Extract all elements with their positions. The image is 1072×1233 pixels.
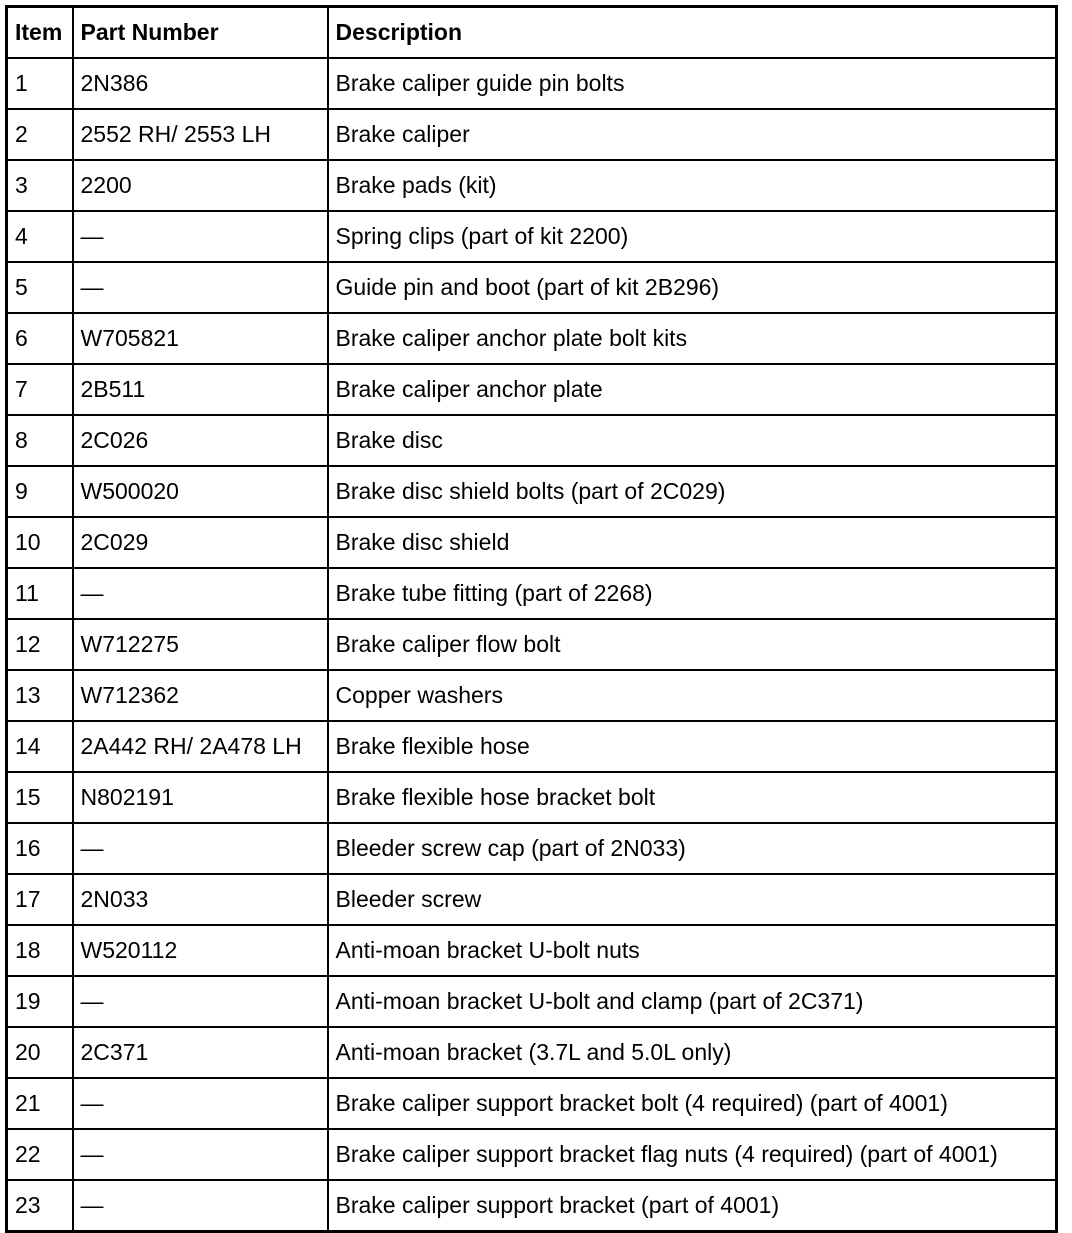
cell-item: 10 xyxy=(7,517,73,568)
cell-part-number: — xyxy=(73,211,328,262)
cell-item: 7 xyxy=(7,364,73,415)
cell-part-number: 2N386 xyxy=(73,58,328,109)
cell-item: 6 xyxy=(7,313,73,364)
table-header-row xyxy=(7,7,1057,59)
cell-part-number: W520112 xyxy=(73,925,328,976)
cell-item: 13 xyxy=(7,670,73,721)
cell-part-number: — xyxy=(73,1129,328,1180)
cell-description: Copper washers xyxy=(328,670,1057,721)
table-row xyxy=(7,160,1057,211)
table-row xyxy=(7,58,1057,109)
cell-description: Brake disc shield bolts (part of 2C029) xyxy=(328,466,1057,517)
table-row xyxy=(7,772,1057,823)
cell-part-number: — xyxy=(73,568,328,619)
cell-description: Brake caliper xyxy=(328,109,1057,160)
cell-description: Bleeder screw cap (part of 2N033) xyxy=(328,823,1057,874)
cell-description: Anti-moan bracket U-bolt nuts xyxy=(328,925,1057,976)
table-row xyxy=(7,1129,1057,1180)
cell-item: 22 xyxy=(7,1129,73,1180)
table-body xyxy=(7,58,1057,1232)
cell-description: Brake caliper support bracket bolt (4 required) (part of 4001) xyxy=(328,1078,1057,1129)
table-row xyxy=(7,976,1057,1027)
cell-item: 11 xyxy=(7,568,73,619)
cell-part-number: W712362 xyxy=(73,670,328,721)
cell-item: 5 xyxy=(7,262,73,313)
cell-item: 21 xyxy=(7,1078,73,1129)
cell-part-number: 2A442 RH/ 2A478 LH xyxy=(73,721,328,772)
cell-item: 2 xyxy=(7,109,73,160)
cell-part-number: 2552 RH/ 2553 LH xyxy=(73,109,328,160)
table-row xyxy=(7,619,1057,670)
cell-description: Brake tube fitting (part of 2268) xyxy=(328,568,1057,619)
cell-part-number: 2B511 xyxy=(73,364,328,415)
cell-description: Brake caliper anchor plate bolt kits xyxy=(328,313,1057,364)
cell-description: Brake flexible hose bracket bolt xyxy=(328,772,1057,823)
table-row xyxy=(7,466,1057,517)
cell-part-number: 2N033 xyxy=(73,874,328,925)
parts-table xyxy=(5,5,1058,1233)
cell-part-number: 2C029 xyxy=(73,517,328,568)
table-row xyxy=(7,721,1057,772)
cell-description: Anti-moan bracket (3.7L and 5.0L only) xyxy=(328,1027,1057,1078)
table-row xyxy=(7,415,1057,466)
header-description: Description xyxy=(328,7,1057,59)
table-row xyxy=(7,211,1057,262)
cell-description: Brake pads (kit) xyxy=(328,160,1057,211)
cell-description: Brake caliper support bracket (part of 4001) xyxy=(328,1180,1057,1232)
table-row xyxy=(7,364,1057,415)
table-row xyxy=(7,568,1057,619)
table-row xyxy=(7,1027,1057,1078)
cell-item: 3 xyxy=(7,160,73,211)
table-row xyxy=(7,313,1057,364)
cell-item: 1 xyxy=(7,58,73,109)
cell-item: 23 xyxy=(7,1180,73,1232)
cell-part-number: — xyxy=(73,1180,328,1232)
table-row xyxy=(7,670,1057,721)
cell-part-number: — xyxy=(73,976,328,1027)
cell-description: Anti-moan bracket U-bolt and clamp (part of 2C371) xyxy=(328,976,1057,1027)
cell-item: 4 xyxy=(7,211,73,262)
cell-part-number: — xyxy=(73,823,328,874)
table-row xyxy=(7,874,1057,925)
cell-item: 9 xyxy=(7,466,73,517)
cell-part-number: 2C371 xyxy=(73,1027,328,1078)
table-row xyxy=(7,823,1057,874)
table-row xyxy=(7,262,1057,313)
cell-item: 12 xyxy=(7,619,73,670)
cell-part-number: W712275 xyxy=(73,619,328,670)
cell-description: Brake caliper flow bolt xyxy=(328,619,1057,670)
table-row xyxy=(7,1078,1057,1129)
header-part-number: Part Number xyxy=(73,7,328,59)
cell-item: 19 xyxy=(7,976,73,1027)
cell-part-number: W705821 xyxy=(73,313,328,364)
cell-item: 14 xyxy=(7,721,73,772)
cell-part-number: — xyxy=(73,262,328,313)
cell-description: Brake caliper anchor plate xyxy=(328,364,1057,415)
cell-description: Brake disc shield xyxy=(328,517,1057,568)
cell-part-number: N802191 xyxy=(73,772,328,823)
cell-description: Brake caliper support bracket flag nuts (4 required) (part of 4001) xyxy=(328,1129,1057,1180)
cell-description: Brake caliper guide pin bolts xyxy=(328,58,1057,109)
cell-description: Bleeder screw xyxy=(328,874,1057,925)
cell-description: Guide pin and boot (part of kit 2B296) xyxy=(328,262,1057,313)
cell-part-number: — xyxy=(73,1078,328,1129)
table-row xyxy=(7,517,1057,568)
cell-item: 20 xyxy=(7,1027,73,1078)
cell-item: 8 xyxy=(7,415,73,466)
cell-description: Brake flexible hose xyxy=(328,721,1057,772)
header-item: Item xyxy=(7,7,73,59)
cell-description: Spring clips (part of kit 2200) xyxy=(328,211,1057,262)
cell-item: 16 xyxy=(7,823,73,874)
cell-description: Brake disc xyxy=(328,415,1057,466)
cell-part-number: 2C026 xyxy=(73,415,328,466)
table-row xyxy=(7,925,1057,976)
table-row xyxy=(7,109,1057,160)
cell-item: 17 xyxy=(7,874,73,925)
cell-item: 18 xyxy=(7,925,73,976)
cell-part-number: 2200 xyxy=(73,160,328,211)
cell-part-number: W500020 xyxy=(73,466,328,517)
cell-item: 15 xyxy=(7,772,73,823)
